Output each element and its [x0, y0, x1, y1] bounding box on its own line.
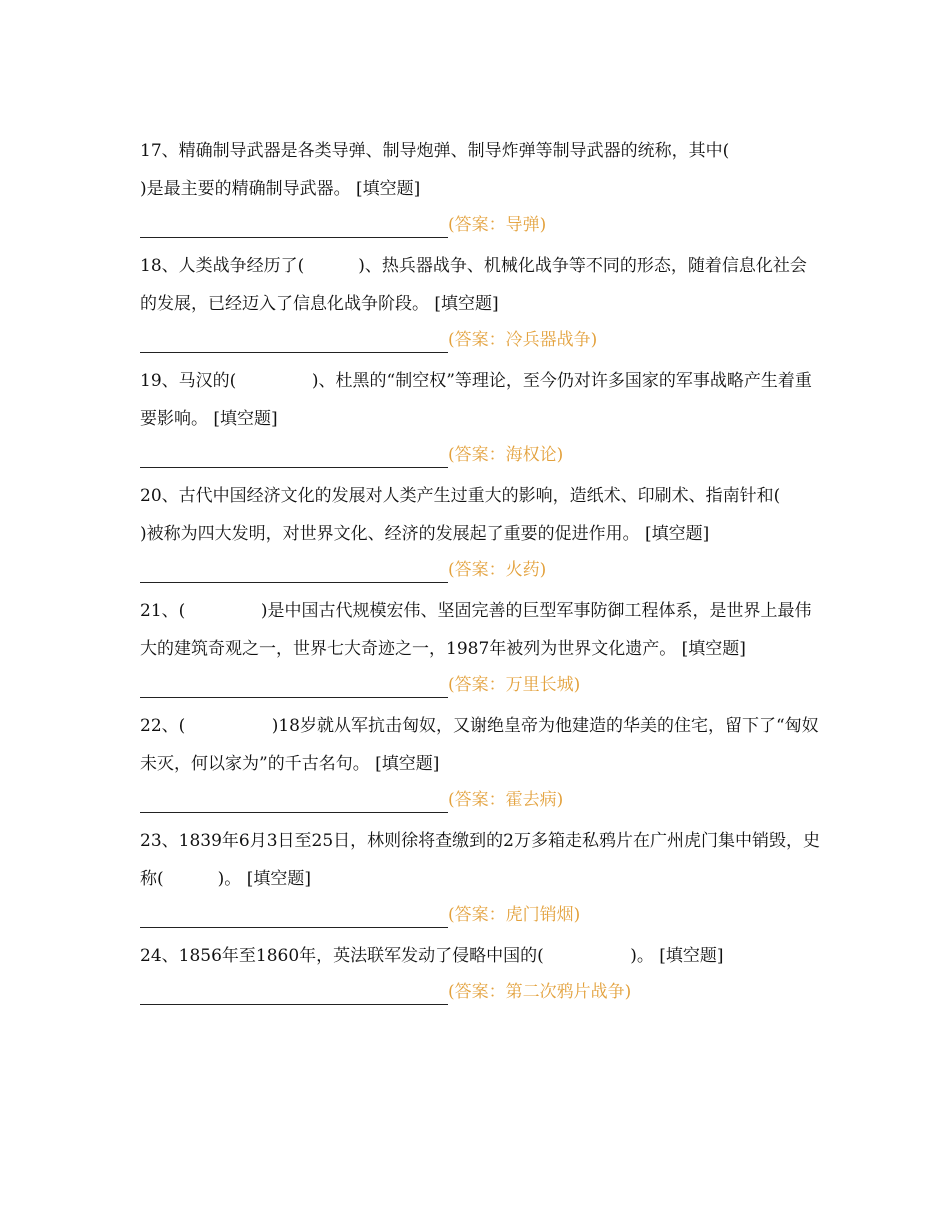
answer-row [140, 323, 820, 353]
answer-blank[interactable] [140, 217, 448, 238]
question-list [140, 132, 820, 1014]
answer-blank[interactable] [140, 562, 448, 583]
answer-blank[interactable] [140, 907, 448, 928]
question-text: 19、马汉的( )、杜黑的“制空权”等理论，至今仍对许多国家的军事战略产生着重要影响。 [填空题] [140, 371, 812, 429]
question-20 [140, 477, 820, 583]
question-24 [140, 937, 820, 1005]
question-text: 18、人类战争经历了( )、热兵器战争、机械化战争等不同的形态，随着信息化社会的发展，已经迈入了信息化战争阶段。 [填空题] [140, 256, 807, 314]
question-text: 23、1839年6月3日至25日，林则徐将查缴到的2万多箱走私鸦片在广州虎门集中销毁，史称( )。 [填空题] [140, 831, 820, 889]
answer-text: (答案：导弹) [448, 215, 547, 235]
answer-blank[interactable] [140, 447, 448, 468]
answer-row [140, 553, 820, 583]
question-21 [140, 592, 820, 698]
answer-text: (答案：海权论) [448, 445, 564, 465]
answer-text: (答案：虎门销烟) [448, 905, 581, 925]
question-19 [140, 362, 820, 468]
answer-blank[interactable] [140, 677, 448, 698]
answer-row [140, 975, 820, 1005]
question-text: 17、精确制导武器是各类导弹、制导炮弹、制导炸弹等制导武器的统称，其中( )是最主要的精确制导武器。 [填空题] [140, 141, 730, 199]
answer-blank[interactable] [140, 792, 448, 813]
question-22 [140, 707, 820, 813]
answer-row [140, 438, 820, 468]
question-text: 20、古代中国经济文化的发展对人类产生过重大的影响，造纸术、印刷术、指南针和( )被称为四大发明，对世界文化、经济的发展起了重要的促进作用。 [填空题] [140, 486, 819, 544]
answer-row [140, 668, 820, 698]
question-18 [140, 247, 820, 353]
question-17 [140, 132, 820, 238]
answer-text: (答案：霍去病) [448, 790, 564, 810]
answer-text: (答案：第二次鸦片战争) [448, 982, 632, 1002]
question-23 [140, 822, 820, 928]
question-text: 22、( )18岁就从军抗击匈奴，又谢绝皇帝为他建造的华美的住宅，留下了“匈奴未灭，何以家为”的千古名句。 [填空题] [140, 716, 819, 774]
answer-row [140, 208, 820, 238]
answer-text: (答案：万里长城) [448, 675, 581, 695]
question-text: 24、1856年至1860年，英法联军发动了侵略中国的( )。 [填空题] [140, 946, 724, 966]
answer-text: (答案：火药) [448, 560, 547, 580]
question-text: 21、( )是中国古代规模宏伟、坚固完善的巨型军事防御工程体系，是世界上最伟大的建筑奇观之一，世界七大奇迹之一，1987年被列为世界文化遗产。 [填空题] [140, 601, 812, 659]
answer-row [140, 783, 820, 813]
answer-blank[interactable] [140, 984, 448, 1005]
answer-text: (答案：冷兵器战争) [448, 330, 598, 350]
answer-row [140, 898, 820, 928]
answer-blank[interactable] [140, 332, 448, 353]
